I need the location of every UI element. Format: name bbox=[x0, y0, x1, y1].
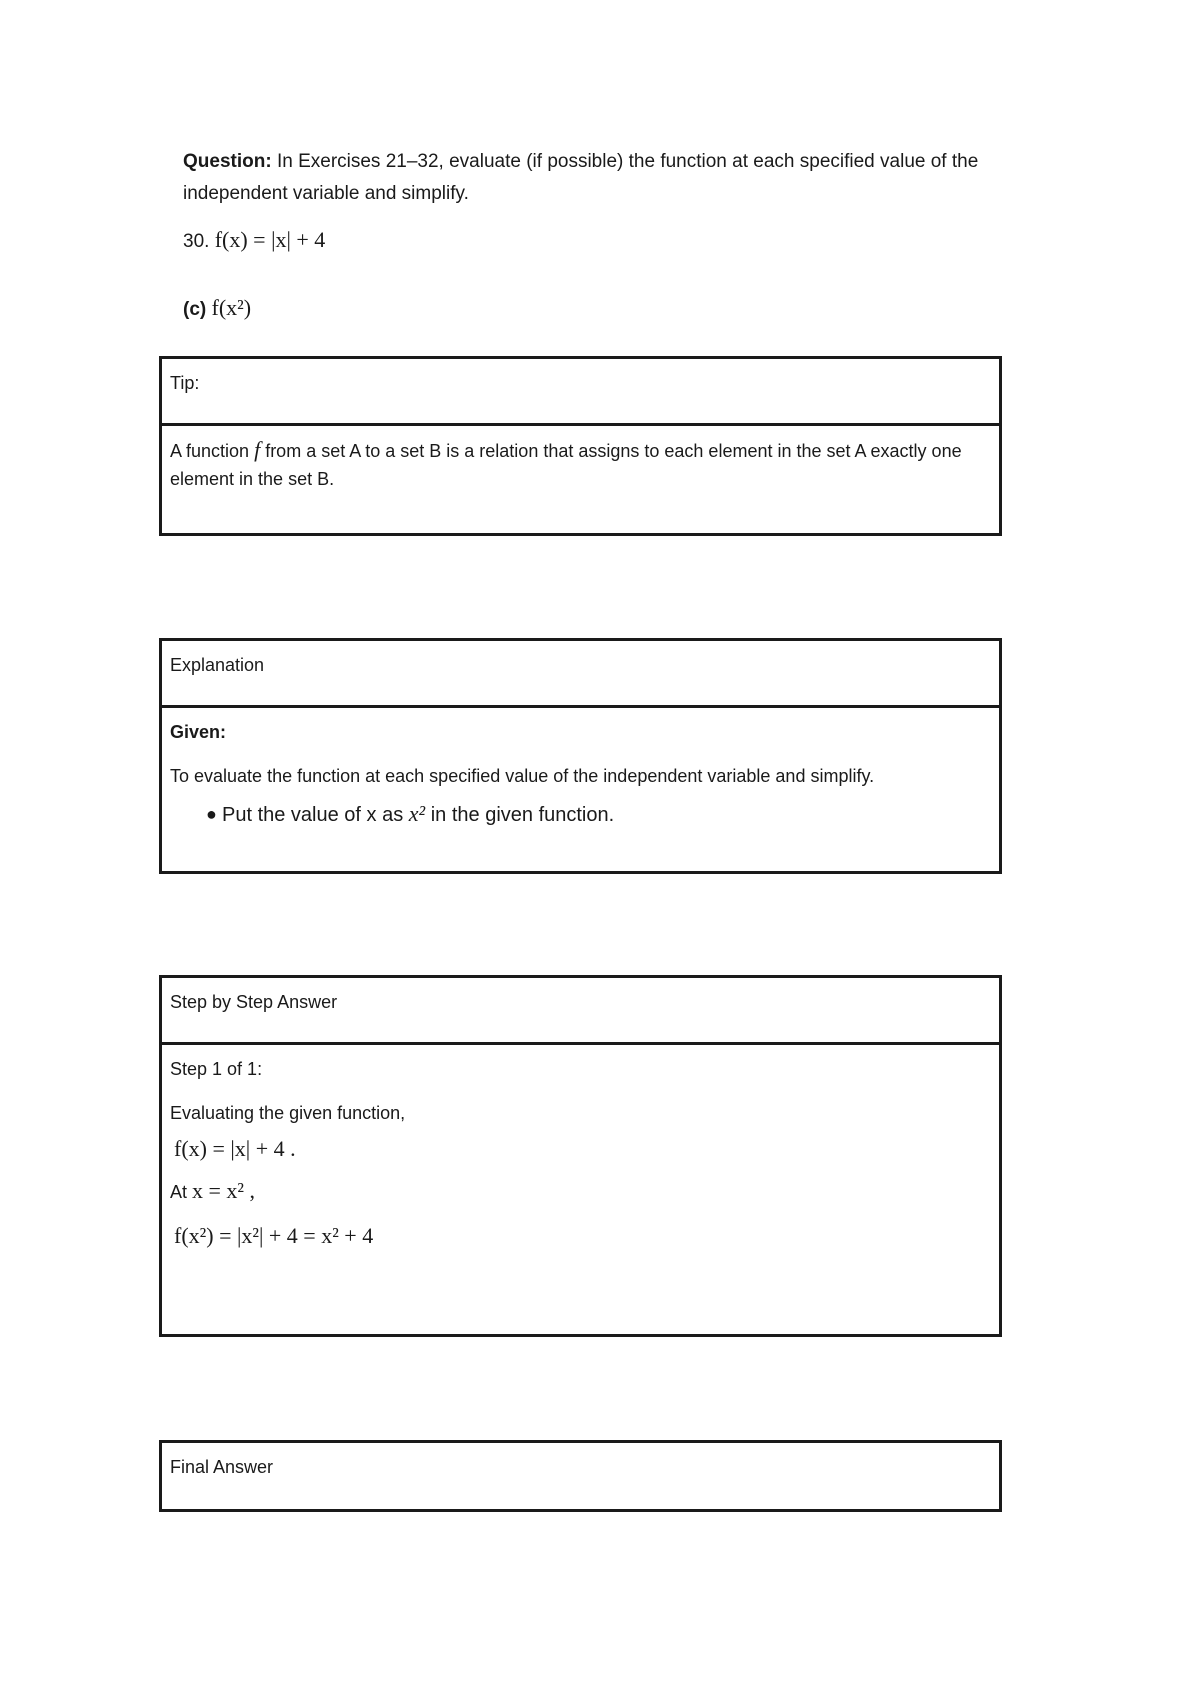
explanation-box bbox=[159, 638, 1002, 874]
exercise-number: 30. bbox=[183, 231, 210, 252]
step-intro: Evaluating the given function, bbox=[170, 1103, 406, 1123]
tip-title: Tip: bbox=[162, 359, 999, 426]
step-expression-2: f(x²) = |x²| + 4 = x² + 4 bbox=[174, 1223, 374, 1248]
exercise-item bbox=[183, 227, 325, 253]
bullet-icon: ● bbox=[206, 804, 217, 824]
step-at-label: At bbox=[170, 1182, 193, 1202]
step-label: Step 1 of 1: bbox=[170, 1059, 263, 1079]
step-expression-1: f(x) = |x| + 4 . bbox=[174, 1136, 296, 1161]
step-answer-box bbox=[159, 975, 1002, 1337]
final-answer-box bbox=[159, 1440, 1002, 1512]
question-line-1: In Exercises 21–32, evaluate (if possible) the function at each specified value of the bbox=[271, 151, 979, 172]
exercise-part bbox=[183, 295, 251, 321]
question-text bbox=[183, 146, 1043, 210]
bullet-text-before: Put the value of x as bbox=[222, 804, 409, 826]
tip-text-after: from a set A to a set B is a relation that assigns to each element in the set A exactly one element in the set B. bbox=[170, 441, 962, 489]
question-label: Question: bbox=[183, 151, 272, 172]
question-line-2: independent variable and simplify. bbox=[183, 183, 469, 204]
explanation-title: Explanation bbox=[162, 641, 999, 708]
step-at-expression: x = x² , bbox=[192, 1178, 256, 1203]
given-text: To evaluate the function at each specified value of the independent variable and simplify. bbox=[170, 766, 875, 786]
given-label: Given: bbox=[170, 722, 227, 742]
step-answer-title: Step by Step Answer bbox=[162, 978, 999, 1045]
explanation-bullet bbox=[170, 800, 991, 829]
tip-symbol: f bbox=[254, 437, 261, 462]
bullet-symbol: x² bbox=[408, 801, 426, 826]
final-answer-title: Final Answer bbox=[170, 1457, 274, 1477]
explanation-body bbox=[162, 708, 999, 837]
step-answer-body bbox=[162, 1045, 999, 1272]
exercise-function: f(x) = |x| + 4 bbox=[214, 227, 326, 252]
part-label: (c) bbox=[183, 299, 207, 320]
tip-box bbox=[159, 356, 1002, 536]
part-expression: f(x²) bbox=[211, 295, 252, 320]
step-at-line bbox=[170, 1177, 991, 1206]
tip-body bbox=[162, 426, 999, 501]
tip-text-before: A function bbox=[170, 441, 255, 461]
bullet-text-after: in the given function. bbox=[425, 804, 615, 826]
